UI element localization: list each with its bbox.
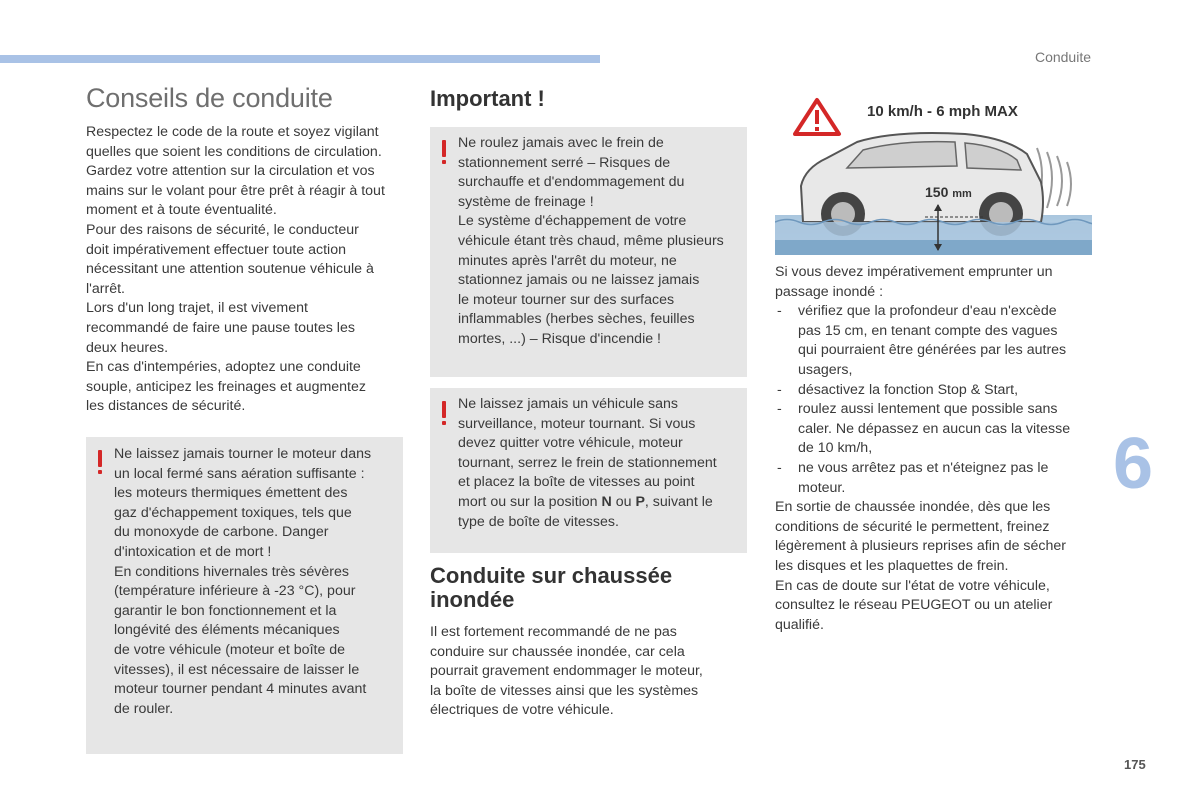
text-line: longévité des éléments mécaniques [114,622,340,639]
warning-box-parking-brake [430,127,747,377]
text-line: Si vous devez impérativement emprunter un [775,264,1053,280]
text-line: garantir le bon fonctionnement et la [114,602,337,619]
text-line: de votre véhicule (moteur et boîte de [114,641,346,658]
text-line: passage inondé : [775,283,884,300]
text-line: moteur tourner pendant 4 minutes avant [114,681,367,698]
section-title: Conduite [1034,49,1091,65]
text-line: minutes après l'arrêt du moteur, ne [458,252,677,269]
text-line: Ne roulez jamais avec le frein de [458,135,664,151]
text-line: pas 15 cm, en tenant compte des vagues [798,322,1058,339]
list-item [775,459,1095,498]
flooded-road-instructions [775,263,1095,635]
text-line: Ne laissez jamais un véhicule sans [458,396,679,412]
text-line: Il est fortement recommandé de ne pas [430,624,677,640]
text-line: surveillance, moteur tournant. Si vous [458,415,696,432]
text-line: gaz d'échappement toxiques, tels que [114,504,352,521]
text-line: - désactivez la fonction Stop & Start, [798,381,1019,398]
text-line: En sortie de chaussée inondée, dès que les [775,499,1051,516]
text-line: un local fermé sans aération suffisante : [114,465,365,482]
text-line: consultez le réseau PEUGEOT ou un atelier [775,597,1053,614]
text-line: souple, anticipez les freinages et augmentez [86,378,366,395]
text-line: électriques de votre véhicule. [430,702,614,719]
text-line: Pour des raisons de sécurité, le conducteur [86,221,359,238]
depth-number: 150 [925,184,949,200]
text-line: - ne vous arrêtez pas et n'éteignez pas le [798,459,1049,476]
text-line: véhicule étant très chaud, même plusieurs [458,232,724,249]
text-line: (température inférieure à -23 °C), pour [114,583,356,600]
warning-icon [96,450,104,474]
text-line: type de boîte de vitesses. [458,513,619,530]
text-line: caler. Ne dépassez en aucun cas la vitesse [798,420,1071,437]
top-accent-bar [0,55,600,63]
text-line: qualifié. [775,616,824,633]
text-line: stationnez jamais ou ne laissez jamais [458,272,700,289]
depth-unit: mm [952,188,972,200]
text-line: de rouler. [114,700,174,717]
text-line: mortes, ...) – Risque d'incendie ! [458,330,662,347]
text-line [458,493,746,513]
warning-box-engine-idle [86,437,403,754]
gear-position-n: N [601,493,612,510]
flooded-road-heading [430,564,672,612]
list-item [775,400,1095,459]
speed-limit-label: 10 km/h - 6 mph MAX [867,103,1018,120]
text-line: deux heures. [86,339,169,356]
text-line: conditions de sécurité le permettent, freinez [775,518,1050,535]
text-run: , suivant le [644,493,713,510]
text-line: recommandé de faire une pause toutes les [86,319,355,336]
text-run: ou [611,493,636,510]
water-overlay [775,222,1092,240]
text-line: inflammables (herbes sèches, feuilles [458,311,695,328]
text-line: tournant, serrez le frein de stationnement [458,454,717,471]
text-line: la boîte de vitesses ainsi que les systèmes [430,682,699,699]
text-line: stationnement serré – Risques de [458,154,671,171]
text-line: les disques et les plaquettes de frein. [775,557,1009,574]
text-line: Ne laissez jamais tourner le moteur dans [114,446,372,462]
list-item [775,381,1095,401]
text-line: conduire sur chaussée inondée, car cela [430,643,685,660]
text-line: Respectez le code de la route et soyez vigilant [86,124,379,140]
text-line: nécessitant une attention soutenue véhicule à [86,261,374,278]
text-line: les distances de sécurité. [86,398,246,415]
text-line: mains sur le volant pour être prêt à réagir à tout [86,182,385,199]
warning-text [114,445,400,719]
instruction-list [775,302,1095,498]
list-item [775,302,1095,380]
text-line: surchauffe et d'endommagement du [458,174,685,191]
warning-box-unattended [430,388,747,553]
text-line: En cas d'intempéries, adoptez une conduite [86,359,361,376]
text-line: En cas de doute sur l'état de votre véhicule, [775,577,1050,594]
text-line: le moteur tourner sur des surfaces [458,291,675,308]
text-line: qui pourraient être générées par les autres [798,342,1067,359]
gear-position-p: P [635,493,645,510]
text-line: devez quitter votre véhicule, moteur [458,435,683,452]
text-line: système de freinage ! [458,193,594,210]
text-line: les moteurs thermiques émettent des [114,485,348,502]
road-surface [775,240,1092,255]
warning-text [458,134,746,350]
heading-line: inondée [430,587,515,612]
text-line: doit impérativement effectuer toute action [86,241,346,258]
flooded-road-text [430,623,747,721]
driving-tips-text [86,123,406,417]
important-heading: Important ! [430,86,545,111]
text-run: mort ou sur la position [458,493,602,510]
text-line: - roulez aussi lentement que possible sans [798,401,1058,418]
text-line: Lors d'un long trajet, il est vivement [86,300,308,317]
text-line: Le système d'échappement de votre [458,213,687,230]
warning-icon [440,140,448,164]
text-line: l'arrêt. [86,280,125,297]
text-line: usagers, [798,361,853,378]
warning-triangle-icon [795,100,839,134]
text-line: En conditions hivernales très sévères [114,563,350,580]
text-line: d'intoxication et de mort ! [114,543,272,560]
text-line: quelles que soient les conditions de circulation. [86,143,382,160]
text-line: légèrement à plusieurs reprises afin de sécher [775,538,1066,555]
chapter-number: 6 [1113,424,1154,504]
text-line: - vérifiez que la profondeur d'eau n'excède [798,303,1057,320]
text-line: et placez la boîte de vitesses au point [458,474,695,491]
warning-text [458,395,746,532]
flooded-road-illustration [775,90,1092,255]
car-in-water-svg [775,90,1092,255]
text-line: vitesses), il est nécessaire de laisser le [114,661,360,678]
text-line: pourrait gravement endommager le moteur, [430,663,703,680]
driving-tips-heading: Conseils de conduite [86,83,333,113]
text-line: Gardez votre attention sur la circulation et vos [86,163,375,180]
text-line: de 10 km/h, [798,440,873,457]
text-line: du monoxyde de carbone. Danger [114,524,329,541]
text-line: moteur. [798,479,846,496]
page-number: 175 [1124,757,1146,772]
text-line: moment et à toute éventualité. [86,202,277,219]
warning-icon [440,401,448,425]
heading-line: Conduite sur chaussée [430,563,673,588]
